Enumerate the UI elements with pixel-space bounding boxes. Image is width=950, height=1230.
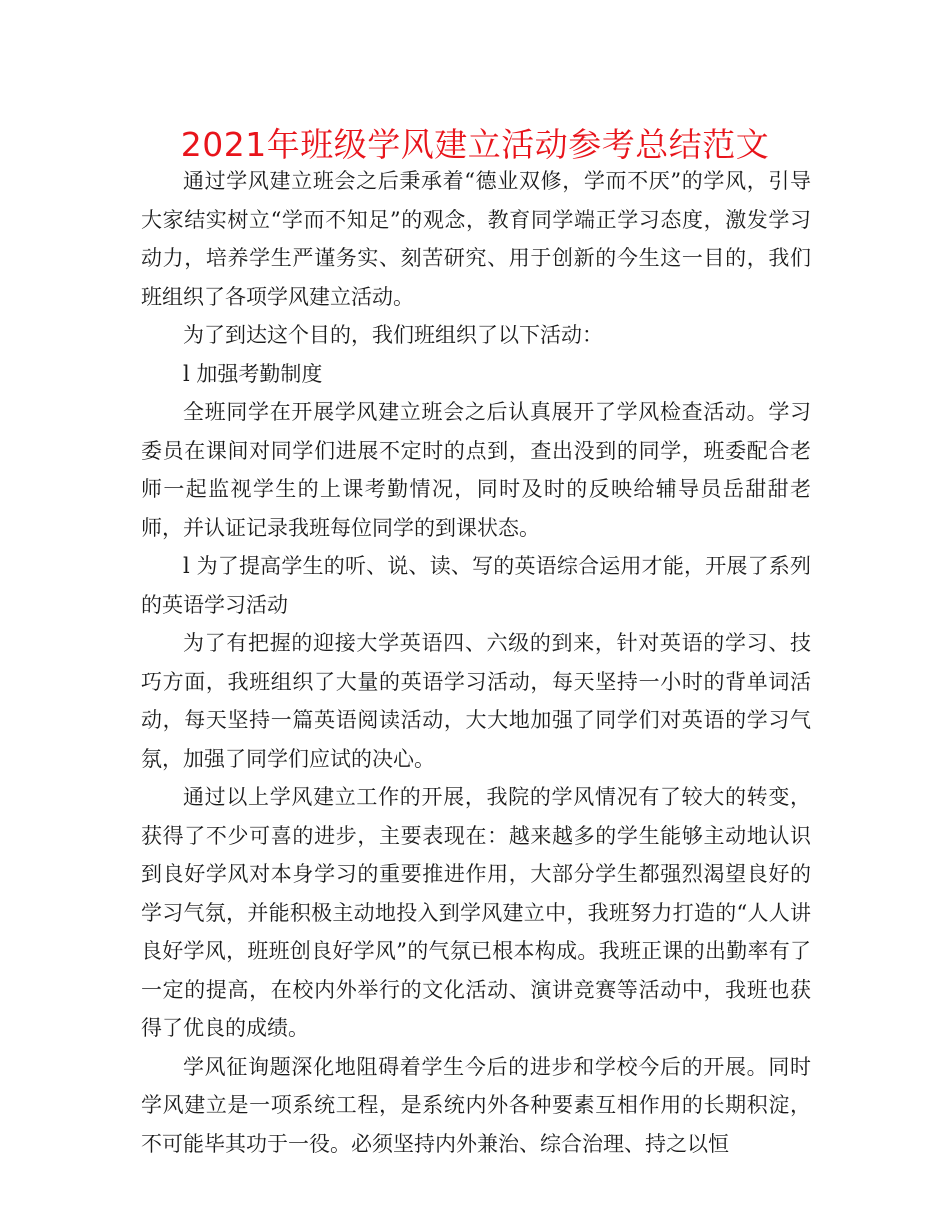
paragraph-attendance: 全班同学在开展学风建立班会之后认真展开了学风检查活动。学习委员在课间对同学们进展不定时的点到，查出没到的同学，班委配合老师一起监视学生的上课考勤情况，同时及时的反映给辅导员岳甜甜老师，并认证记录我班每位同学的到课状态。 bbox=[141, 400, 811, 540]
document-title: 2021年班级学风建立活动参考总结范文 bbox=[180, 125, 770, 164]
paragraph-results: 通过以上学风建立工作的开展，我院的学风情况有了较大的转变，获得了不少可喜的进步，主要表现在：越来越多的学生能够主动地认识到良好学风对本身学习的重要推进作用，大部分学生都强烈渴望良好的学习气氛，并能积极主动地投入到学风建立中，我班努力打造的“人人讲良好学风，班班创良好学风”的气氛已根本构成。我班正课的出勤率有了一定的提高，在校内外举行的文化活动、演讲竞赛等活动中，我班也获得了优良的成绩。 bbox=[141, 785, 811, 1040]
list-item-english: l 为了提高学生的听、说、读、写的英语综合运用才能，开展了系列的英语学习活动 bbox=[141, 554, 811, 617]
paragraph-intro: 通过学风建立班会之后秉承着“德业双修，学而不厌”的学风，引导大家结实树立“学而不知足”的观念，教育同学端正学习态度，激发学习动力，培养学生严谨务实、刻苦研究、用于创新的今生这一目的，我们班组织了各项学风建立活动。 bbox=[141, 169, 811, 309]
paragraph-conclusion: 学风征询题深化地阻碍着学生今后的进步和学校今后的开展。同时学风建立是一项系统工程，是系统内外各种要素互相作用的长期积淀，不可能毕其功于一役。必须坚持内外兼治、综合治理、持之以恒 bbox=[141, 1054, 811, 1156]
paragraph-purpose: 为了到达这个目的，我们班组织了以下活动： bbox=[183, 323, 603, 347]
paragraph-english: 为了有把握的迎接大学英语四、六级的到来，针对英语的学习、技巧方面，我班组织了大量的英语学习活动，每天坚持一小时的背单词活动，每天坚持一篇英语阅读活动，大大地加强了同学们对英语的学习气氛，加强了同学们应试的决心。 bbox=[141, 631, 811, 771]
document-body bbox=[141, 162, 811, 1163]
list-item-attendance: l 加强考勤制度 bbox=[183, 361, 323, 386]
